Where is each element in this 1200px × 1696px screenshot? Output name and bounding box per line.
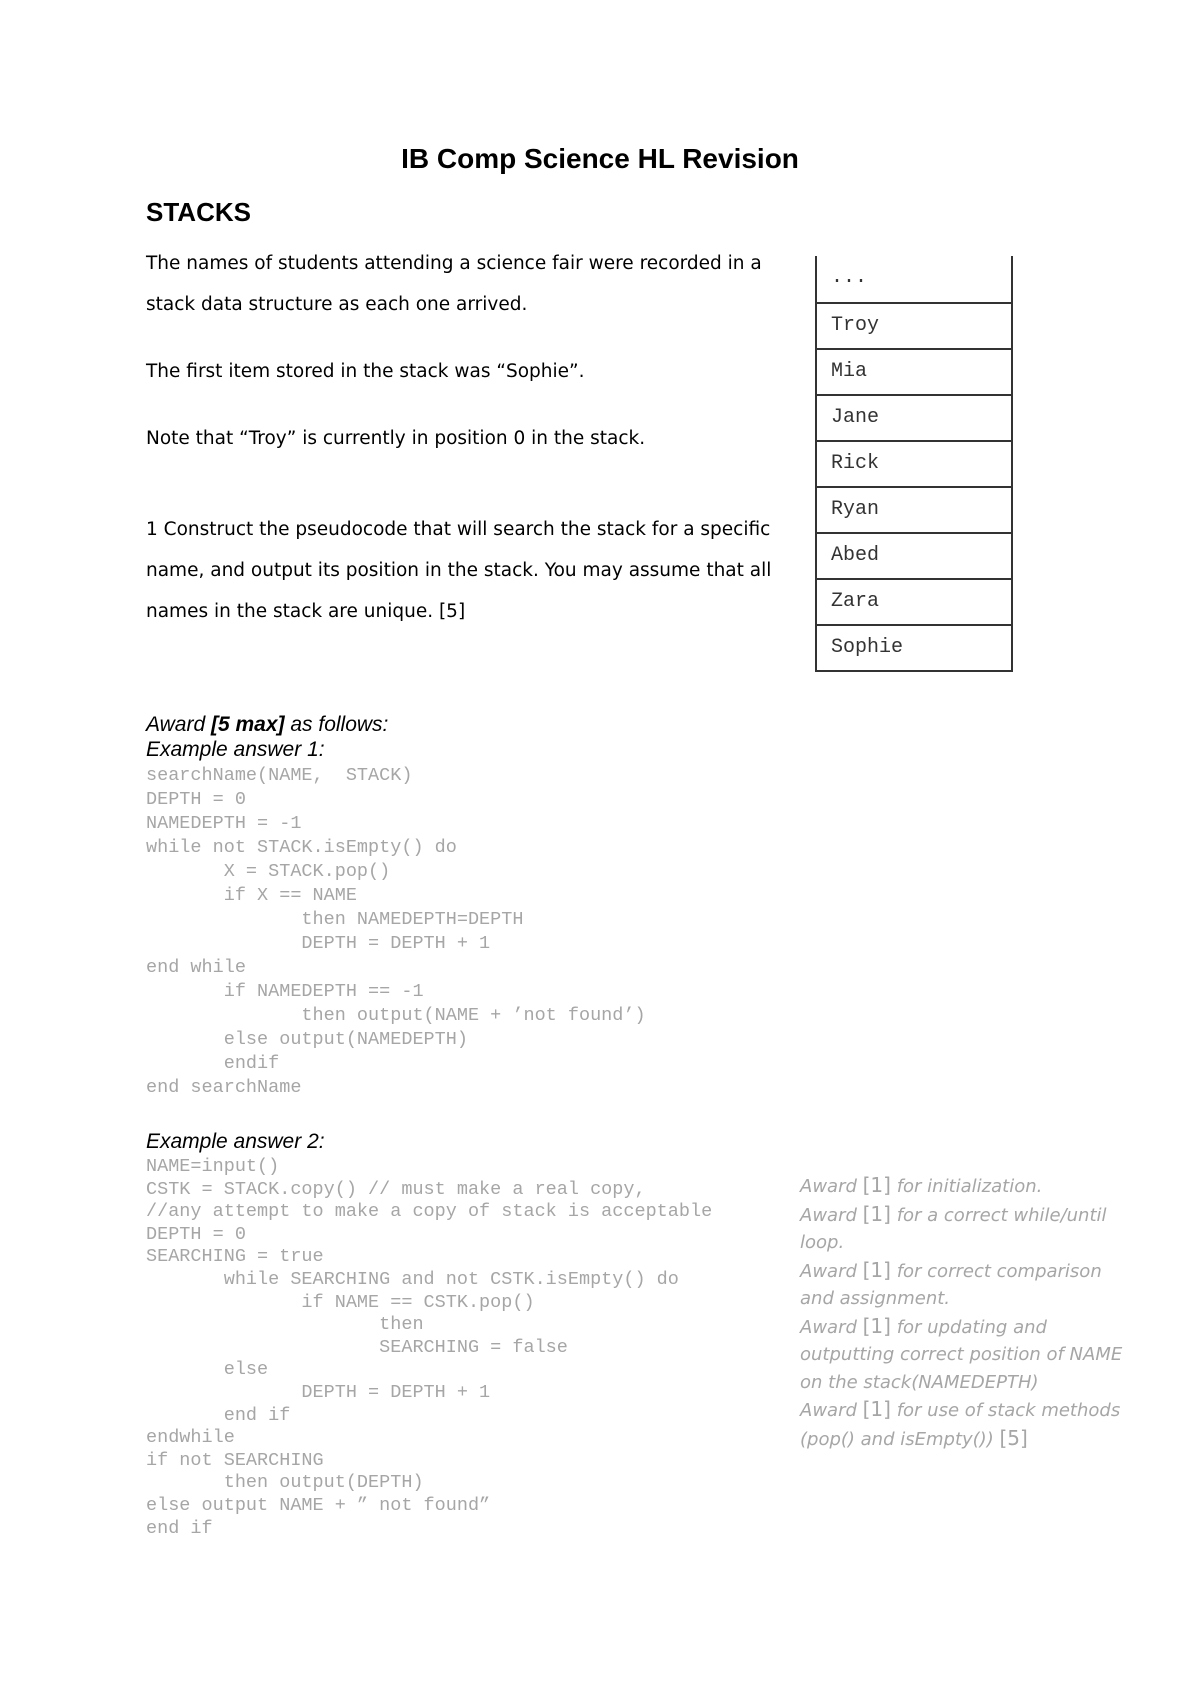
marking-note: Award [1] for correct comparison and assignment. <box>800 1257 1102 1309</box>
stack-cell: Jane <box>817 394 1011 440</box>
stack-cell: Troy <box>817 302 1011 348</box>
stack-cell: Ryan <box>817 486 1011 532</box>
intro-paragraph <box>146 243 786 325</box>
first-item-text: The first item stored in the stack was “Sophie”. <box>146 361 585 382</box>
award-suffix: as follows: <box>284 713 389 736</box>
example-2-label: Example answer 2: <box>146 1130 325 1153</box>
stack-cell: ... <box>831 266 868 289</box>
marking-note: Award [1] for initialization. <box>800 1173 1043 1197</box>
example-1-code: searchName(NAME, STACK) DEPTH = 0 NAMEDEPTH = -1 while not STACK.isEmpty() do X = STACK.pop() if X == NAME then NAMEDEPTH=DEPTH DEPTH = DEPTH + 1 end while if NAMEDEPTH == -1 then output(NAME + ’not found’) else output(NAMEDEPTH) endif end searchName <box>146 765 646 1098</box>
intro-line-2: stack data structure as each one arrived. <box>146 294 528 315</box>
marking-note: Award [1] for updating and outputting correct position of NAME on the stack(NAMEDEPTH) <box>800 1313 1123 1393</box>
award-heading <box>146 713 388 737</box>
question-1 <box>146 509 786 632</box>
question-line-1: 1 Construct the pseudocode that will search the stack for a specific <box>146 519 771 540</box>
stack-cell: Mia <box>817 348 1011 394</box>
example-2-code: NAME=input() CSTK = STACK.copy() // must make a real copy, //any attempt to make a copy of stack is acceptable DEPTH = 0 SEARCHING = true while SEARCHING and not CSTK.isEmpty() do if NAME == CSTK.pop() then SEARCHING = false else DEPTH = DEPTH + 1 end if endwhile if not SEARCHING then output(DEPTH) else output NAME + ” not found” end if <box>146 1156 713 1539</box>
award-prefix: Award <box>146 713 211 736</box>
award-max: [5 max] <box>210 713 285 736</box>
stack-cell: Zara <box>817 578 1011 624</box>
marking-notes <box>800 1172 1140 1453</box>
marking-note: Award [1] for a correct while/until loop. <box>800 1201 1107 1253</box>
example-1-label: Example answer 1: <box>146 738 325 761</box>
section-heading: STACKS <box>146 197 251 227</box>
stack-cell: Rick <box>817 440 1011 486</box>
stack-diagram <box>815 256 1013 672</box>
stack-cell: Sophie <box>817 624 1011 670</box>
total-mark: [5] <box>999 1425 1028 1450</box>
stack-cell: Abed <box>817 532 1011 578</box>
marking-note: Award [1] for use of stack methods (pop() and isEmpty()) [5] <box>800 1397 1121 1450</box>
question-line-2: name, and output its position in the stack. You may assume that all <box>146 560 772 581</box>
intro-line-1: The names of students attending a science fair were recorded in a <box>146 253 762 274</box>
question-line-3: names in the stack are unique. [5] <box>146 601 466 622</box>
page-title: IB Comp Science HL Revision <box>401 143 799 174</box>
note-text: Note that “Troy” is currently in position 0 in the stack. <box>146 428 646 449</box>
